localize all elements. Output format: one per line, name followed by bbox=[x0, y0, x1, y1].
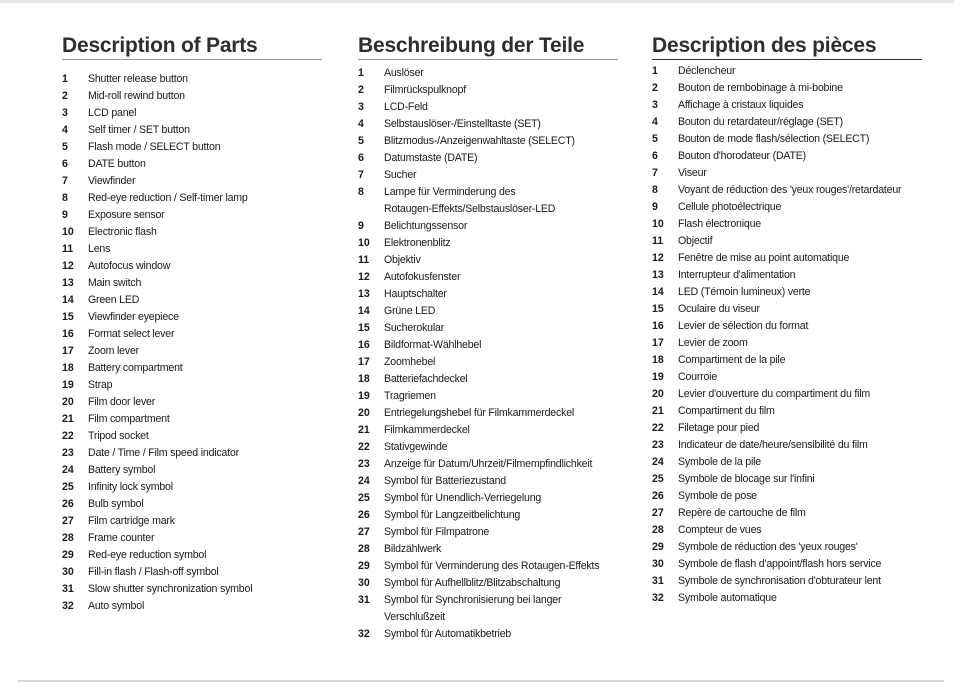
part-number: 11 bbox=[62, 243, 74, 255]
english-part-item bbox=[62, 343, 322, 360]
part-number: 4 bbox=[652, 116, 658, 128]
english-part-item bbox=[62, 564, 322, 581]
part-number: 12 bbox=[652, 252, 664, 264]
part-label: Sucherokular bbox=[384, 322, 445, 334]
part-label: Tragriemen bbox=[384, 390, 436, 402]
part-label: Bildzählwerk bbox=[384, 543, 442, 555]
part-number: 1 bbox=[358, 67, 364, 79]
part-number: 16 bbox=[652, 320, 664, 332]
german-part-item bbox=[358, 456, 618, 473]
part-number: 4 bbox=[358, 118, 364, 130]
part-label: LED (Témoin lumineux) verte bbox=[678, 286, 811, 298]
french-column bbox=[652, 34, 922, 607]
german-part-item bbox=[358, 575, 618, 592]
french-part-item bbox=[652, 369, 922, 386]
french-title: Description des pièces bbox=[652, 34, 922, 60]
part-label: Datumstaste (DATE) bbox=[384, 152, 478, 164]
french-part-item bbox=[652, 488, 922, 505]
part-label: Battery symbol bbox=[88, 464, 156, 476]
part-label: Autofocus window bbox=[88, 260, 171, 272]
part-number: 20 bbox=[652, 388, 664, 400]
part-number: 19 bbox=[358, 390, 370, 402]
part-label: Cellule photoélectrique bbox=[678, 201, 782, 213]
part-label: Batteriefachdeckel bbox=[384, 373, 468, 385]
french-part-item bbox=[652, 556, 922, 573]
part-number: 15 bbox=[358, 322, 370, 334]
part-number: 5 bbox=[358, 135, 364, 147]
french-part-item bbox=[652, 114, 922, 131]
part-label: Symbol für Synchronisierung bei langer Verschlußzeit bbox=[384, 594, 562, 623]
part-label: Déclencheur bbox=[678, 65, 736, 77]
french-part-item bbox=[652, 301, 922, 318]
english-part-item bbox=[62, 326, 322, 343]
part-label: Objectif bbox=[678, 235, 713, 247]
part-number: 29 bbox=[652, 541, 664, 553]
part-number: 2 bbox=[652, 82, 658, 94]
part-label: Filetage pour pied bbox=[678, 422, 760, 434]
part-number: 2 bbox=[62, 90, 68, 102]
german-part-item bbox=[358, 320, 618, 337]
french-part-item bbox=[652, 471, 922, 488]
french-part-item bbox=[652, 386, 922, 403]
french-part-item bbox=[652, 63, 922, 80]
german-part-item bbox=[358, 592, 618, 626]
part-label: Shutter release button bbox=[88, 73, 188, 85]
english-title: Description of Parts bbox=[62, 34, 322, 60]
french-part-item bbox=[652, 233, 922, 250]
part-label: Viewfinder eyepiece bbox=[88, 311, 179, 323]
part-number: 12 bbox=[62, 260, 74, 272]
part-label: Auto symbol bbox=[88, 600, 145, 612]
part-number: 3 bbox=[62, 107, 68, 119]
part-label: Zoomhebel bbox=[384, 356, 436, 368]
english-part-item bbox=[62, 530, 322, 547]
part-label: Bildformat-Wählhebel bbox=[384, 339, 482, 351]
german-part-item bbox=[358, 99, 618, 116]
english-part-item bbox=[62, 88, 322, 105]
part-number: 32 bbox=[358, 628, 370, 640]
english-part-item bbox=[62, 275, 322, 292]
part-number: 9 bbox=[652, 201, 658, 213]
part-number: 14 bbox=[62, 294, 74, 306]
part-number: 8 bbox=[358, 186, 364, 198]
part-label: Self timer / SET button bbox=[88, 124, 190, 136]
part-label: Infinity lock symbol bbox=[88, 481, 173, 493]
part-label: Symbol für Verminderung des Rotaugen-Effekts bbox=[384, 560, 600, 572]
english-part-item bbox=[62, 496, 322, 513]
part-number: 19 bbox=[62, 379, 74, 391]
part-label: Lens bbox=[88, 243, 111, 255]
part-number: 22 bbox=[62, 430, 74, 442]
part-label: Belichtungssensor bbox=[384, 220, 468, 232]
part-label: Grüne LED bbox=[384, 305, 436, 317]
part-label: Slow shutter synchronization symbol bbox=[88, 583, 253, 595]
part-label: Elektronenblitz bbox=[384, 237, 451, 249]
french-part-item bbox=[652, 522, 922, 539]
part-label: Stativgewinde bbox=[384, 441, 448, 453]
part-number: 18 bbox=[62, 362, 74, 374]
part-number: 23 bbox=[652, 439, 664, 451]
part-label: Entriegelungshebel für Filmkammerdeckel bbox=[384, 407, 575, 419]
part-number: 6 bbox=[62, 158, 68, 170]
french-part-item bbox=[652, 352, 922, 369]
french-parts-list bbox=[652, 63, 922, 607]
part-number: 9 bbox=[358, 220, 364, 232]
english-part-item bbox=[62, 547, 322, 564]
part-number: 18 bbox=[358, 373, 370, 385]
german-part-item bbox=[358, 337, 618, 354]
part-number: 30 bbox=[358, 577, 370, 589]
part-number: 12 bbox=[358, 271, 370, 283]
french-part-item bbox=[652, 420, 922, 437]
part-label: Main switch bbox=[88, 277, 142, 289]
part-number: 5 bbox=[652, 133, 658, 145]
english-part-item bbox=[62, 122, 322, 139]
part-label: Voyant de réduction des 'yeux rouges'/retardateur bbox=[678, 184, 902, 196]
part-label: Exposure sensor bbox=[88, 209, 165, 221]
english-part-item bbox=[62, 207, 322, 224]
english-part-item bbox=[62, 105, 322, 122]
part-label: Fenêtre de mise au point automatique bbox=[678, 252, 850, 264]
english-part-item bbox=[62, 428, 322, 445]
part-number: 20 bbox=[358, 407, 370, 419]
part-label: Filmrückspulknopf bbox=[384, 84, 466, 96]
english-part-item bbox=[62, 309, 322, 326]
french-part-item bbox=[652, 505, 922, 522]
part-label: Symbole de la pile bbox=[678, 456, 761, 468]
german-part-item bbox=[358, 490, 618, 507]
part-number: 10 bbox=[358, 237, 370, 249]
part-number: 17 bbox=[62, 345, 74, 357]
part-number: 11 bbox=[358, 254, 370, 266]
part-label: Blitzmodus-/Anzeigenwahltaste (SELECT) bbox=[384, 135, 575, 147]
part-label: Film compartment bbox=[88, 413, 170, 425]
part-number: 28 bbox=[652, 524, 664, 536]
part-number: 28 bbox=[62, 532, 74, 544]
part-label: Bouton d'horodateur (DATE) bbox=[678, 150, 806, 162]
german-part-item bbox=[358, 354, 618, 371]
part-number: 13 bbox=[62, 277, 74, 289]
part-label: LCD panel bbox=[88, 107, 137, 119]
part-label: Compteur de vues bbox=[678, 524, 762, 536]
part-number: 19 bbox=[652, 371, 664, 383]
part-label: Sucher bbox=[384, 169, 417, 181]
part-number: 25 bbox=[62, 481, 74, 493]
english-part-item bbox=[62, 360, 322, 377]
part-label: Viewfinder bbox=[88, 175, 136, 187]
part-number: 32 bbox=[652, 592, 664, 604]
french-part-item bbox=[652, 454, 922, 471]
english-part-item bbox=[62, 139, 322, 156]
part-number: 3 bbox=[358, 101, 364, 113]
part-label: Symbole de blocage sur l'infini bbox=[678, 473, 815, 485]
part-number: 11 bbox=[652, 235, 664, 247]
german-part-item bbox=[358, 167, 618, 184]
part-number: 15 bbox=[652, 303, 664, 315]
english-part-item bbox=[62, 190, 322, 207]
part-label: Lampe für Verminderung des Rotaugen-Effekts/Selbstauslöser-LED bbox=[384, 186, 556, 215]
part-number: 26 bbox=[358, 509, 370, 521]
german-part-item bbox=[358, 524, 618, 541]
part-label: Affichage à cristaux liquides bbox=[678, 99, 804, 111]
german-part-item bbox=[358, 116, 618, 133]
part-label: Tripod socket bbox=[88, 430, 149, 442]
french-part-item bbox=[652, 403, 922, 420]
part-number: 21 bbox=[652, 405, 664, 417]
french-part-item bbox=[652, 80, 922, 97]
german-part-item bbox=[358, 269, 618, 286]
part-number: 3 bbox=[652, 99, 658, 111]
english-part-item bbox=[62, 462, 322, 479]
part-number: 16 bbox=[358, 339, 370, 351]
part-label: Selbstauslöser-/Einstelltaste (SET) bbox=[384, 118, 541, 130]
part-number: 17 bbox=[652, 337, 664, 349]
german-part-item bbox=[358, 388, 618, 405]
french-part-item bbox=[652, 437, 922, 454]
part-number: 10 bbox=[652, 218, 664, 230]
part-number: 29 bbox=[62, 549, 74, 561]
part-number: 18 bbox=[652, 354, 664, 366]
part-number: 32 bbox=[62, 600, 74, 612]
french-part-item bbox=[652, 539, 922, 556]
part-number: 1 bbox=[62, 73, 68, 85]
english-part-item bbox=[62, 292, 322, 309]
french-part-item bbox=[652, 573, 922, 590]
part-number: 23 bbox=[358, 458, 370, 470]
german-part-item bbox=[358, 150, 618, 167]
part-label: Date / Time / Film speed indicator bbox=[88, 447, 239, 459]
part-label: Fill-in flash / Flash-off symbol bbox=[88, 566, 219, 578]
part-number: 8 bbox=[652, 184, 658, 196]
german-part-item bbox=[358, 252, 618, 269]
part-label: Levier de zoom bbox=[678, 337, 748, 349]
part-number: 30 bbox=[62, 566, 74, 578]
part-number: 29 bbox=[358, 560, 370, 572]
german-part-item bbox=[358, 371, 618, 388]
part-number: 4 bbox=[62, 124, 68, 136]
german-part-item bbox=[358, 218, 618, 235]
part-number: 20 bbox=[62, 396, 74, 408]
english-part-item bbox=[62, 173, 322, 190]
top-edge-rule bbox=[0, 0, 954, 3]
part-number: 17 bbox=[358, 356, 370, 368]
german-part-item bbox=[358, 558, 618, 575]
part-number: 21 bbox=[62, 413, 74, 425]
part-label: Symbole de réduction des 'yeux rouges' bbox=[678, 541, 858, 553]
part-label: Symbole de synchronisation d'obturateur lent bbox=[678, 575, 881, 587]
french-part-item bbox=[652, 250, 922, 267]
german-part-item bbox=[358, 541, 618, 558]
part-number: 26 bbox=[652, 490, 664, 502]
part-number: 6 bbox=[358, 152, 364, 164]
part-label: Red-eye reduction / Self-timer lamp bbox=[88, 192, 248, 204]
french-part-item bbox=[652, 318, 922, 335]
part-label: Courroie bbox=[678, 371, 718, 383]
part-label: Levier de sélection du format bbox=[678, 320, 809, 332]
french-part-item bbox=[652, 182, 922, 199]
german-part-item bbox=[358, 82, 618, 99]
part-number: 15 bbox=[62, 311, 74, 323]
part-number: 22 bbox=[358, 441, 370, 453]
english-part-item bbox=[62, 479, 322, 496]
part-label: Symbole automatique bbox=[678, 592, 777, 604]
part-label: Compartiment de la pile bbox=[678, 354, 786, 366]
part-number: 2 bbox=[358, 84, 364, 96]
french-part-item bbox=[652, 199, 922, 216]
part-number: 24 bbox=[652, 456, 664, 468]
part-number: 16 bbox=[62, 328, 74, 340]
english-part-item bbox=[62, 598, 322, 615]
part-label: Zoom lever bbox=[88, 345, 139, 357]
part-label: Levier d'ouverture du compartiment du film bbox=[678, 388, 871, 400]
part-number: 7 bbox=[652, 167, 658, 179]
english-part-item bbox=[62, 581, 322, 598]
part-label: Format select lever bbox=[88, 328, 175, 340]
part-number: 24 bbox=[62, 464, 74, 476]
part-number: 28 bbox=[358, 543, 370, 555]
part-label: Auslöser bbox=[384, 67, 424, 79]
part-label: Symbol für Langzeitbelichtung bbox=[384, 509, 521, 521]
part-label: Symbol für Unendlich-Verriegelung bbox=[384, 492, 542, 504]
french-part-item bbox=[652, 216, 922, 233]
part-number: 21 bbox=[358, 424, 370, 436]
part-label: Viseur bbox=[678, 167, 707, 179]
part-label: Objektiv bbox=[384, 254, 421, 266]
part-label: Interrupteur d'alimentation bbox=[678, 269, 796, 281]
french-part-item bbox=[652, 165, 922, 182]
english-part-item bbox=[62, 377, 322, 394]
part-label: Flash électronique bbox=[678, 218, 761, 230]
english-part-item bbox=[62, 445, 322, 462]
english-parts-list bbox=[62, 71, 322, 615]
part-label: Bouton du retardateur/réglage (SET) bbox=[678, 116, 843, 128]
english-part-item bbox=[62, 156, 322, 173]
part-label: Bouton de rembobinage à mi-bobine bbox=[678, 82, 843, 94]
french-part-item bbox=[652, 335, 922, 352]
german-part-item bbox=[358, 473, 618, 490]
english-part-item bbox=[62, 394, 322, 411]
part-number: 13 bbox=[652, 269, 664, 281]
part-number: 27 bbox=[62, 515, 74, 527]
part-number: 23 bbox=[62, 447, 74, 459]
french-part-item bbox=[652, 97, 922, 114]
part-label: Bouton de mode flash/sélection (SELECT) bbox=[678, 133, 870, 145]
part-number: 10 bbox=[62, 226, 74, 238]
german-part-item bbox=[358, 286, 618, 303]
part-label: Oculaire du viseur bbox=[678, 303, 760, 315]
german-part-item bbox=[358, 507, 618, 524]
german-part-item bbox=[358, 303, 618, 320]
part-label: Strap bbox=[88, 379, 113, 391]
english-part-item bbox=[62, 224, 322, 241]
part-number: 25 bbox=[652, 473, 664, 485]
french-part-item bbox=[652, 131, 922, 148]
german-column bbox=[358, 34, 618, 643]
part-number: 27 bbox=[652, 507, 664, 519]
english-column bbox=[62, 34, 322, 615]
part-number: 22 bbox=[652, 422, 664, 434]
part-label: Compartiment du film bbox=[678, 405, 775, 417]
bottom-edge-rule bbox=[18, 680, 944, 682]
part-label: Flash mode / SELECT button bbox=[88, 141, 221, 153]
part-number: 13 bbox=[358, 288, 370, 300]
part-label: Red-eye reduction symbol bbox=[88, 549, 207, 561]
english-part-item bbox=[62, 258, 322, 275]
part-label: Electronic flash bbox=[88, 226, 157, 238]
english-part-item bbox=[62, 411, 322, 428]
part-label: Indicateur de date/heure/sensibilité du film bbox=[678, 439, 868, 451]
german-part-item bbox=[358, 422, 618, 439]
part-number: 30 bbox=[652, 558, 664, 570]
part-number: 31 bbox=[62, 583, 74, 595]
part-label: DATE button bbox=[88, 158, 146, 170]
french-part-item bbox=[652, 267, 922, 284]
part-label: LCD-Feld bbox=[384, 101, 428, 113]
part-label: Filmkammerdeckel bbox=[384, 424, 470, 436]
german-part-item bbox=[358, 439, 618, 456]
german-part-item bbox=[358, 626, 618, 643]
part-label: Bulb symbol bbox=[88, 498, 144, 510]
german-title: Beschreibung der Teile bbox=[358, 34, 618, 60]
german-part-item bbox=[358, 65, 618, 82]
part-label: Frame counter bbox=[88, 532, 155, 544]
part-number: 6 bbox=[652, 150, 658, 162]
german-part-item bbox=[358, 184, 618, 218]
part-label: Symbole de pose bbox=[678, 490, 757, 502]
part-number: 24 bbox=[358, 475, 370, 487]
english-part-item bbox=[62, 513, 322, 530]
part-number: 1 bbox=[652, 65, 658, 77]
part-number: 25 bbox=[358, 492, 370, 504]
part-label: Green LED bbox=[88, 294, 140, 306]
part-label: Symbol für Batteriezustand bbox=[384, 475, 506, 487]
part-label: Battery compartment bbox=[88, 362, 183, 374]
part-label: Symbole de flash d'appoint/flash hors service bbox=[678, 558, 882, 570]
part-number: 31 bbox=[652, 575, 664, 587]
german-part-item bbox=[358, 235, 618, 252]
part-label: Symbol für Aufhellblitz/Blitzabschaltung bbox=[384, 577, 561, 589]
part-number: 26 bbox=[62, 498, 74, 510]
part-number: 27 bbox=[358, 526, 370, 538]
german-part-item bbox=[358, 405, 618, 422]
part-label: Film cartridge mark bbox=[88, 515, 175, 527]
french-part-item bbox=[652, 148, 922, 165]
part-label: Anzeige für Datum/Uhrzeit/Filmempfindlichkeit bbox=[384, 458, 593, 470]
part-label: Repère de cartouche de film bbox=[678, 507, 806, 519]
part-number: 9 bbox=[62, 209, 68, 221]
part-label: Symbol für Automatikbetrieb bbox=[384, 628, 512, 640]
part-label: Mid-roll rewind button bbox=[88, 90, 185, 102]
part-number: 31 bbox=[358, 594, 370, 606]
english-part-item bbox=[62, 241, 322, 258]
part-number: 5 bbox=[62, 141, 68, 153]
french-part-item bbox=[652, 590, 922, 607]
french-part-item bbox=[652, 284, 922, 301]
english-part-item bbox=[62, 71, 322, 88]
part-number: 7 bbox=[358, 169, 364, 181]
part-label: Film door lever bbox=[88, 396, 156, 408]
german-parts-list bbox=[358, 65, 618, 643]
part-number: 14 bbox=[358, 305, 370, 317]
part-number: 7 bbox=[62, 175, 68, 187]
part-number: 14 bbox=[652, 286, 664, 298]
german-part-item bbox=[358, 133, 618, 150]
part-label: Hauptschalter bbox=[384, 288, 447, 300]
part-label: Symbol für Filmpatrone bbox=[384, 526, 490, 538]
part-number: 8 bbox=[62, 192, 68, 204]
part-label: Autofokusfenster bbox=[384, 271, 461, 283]
